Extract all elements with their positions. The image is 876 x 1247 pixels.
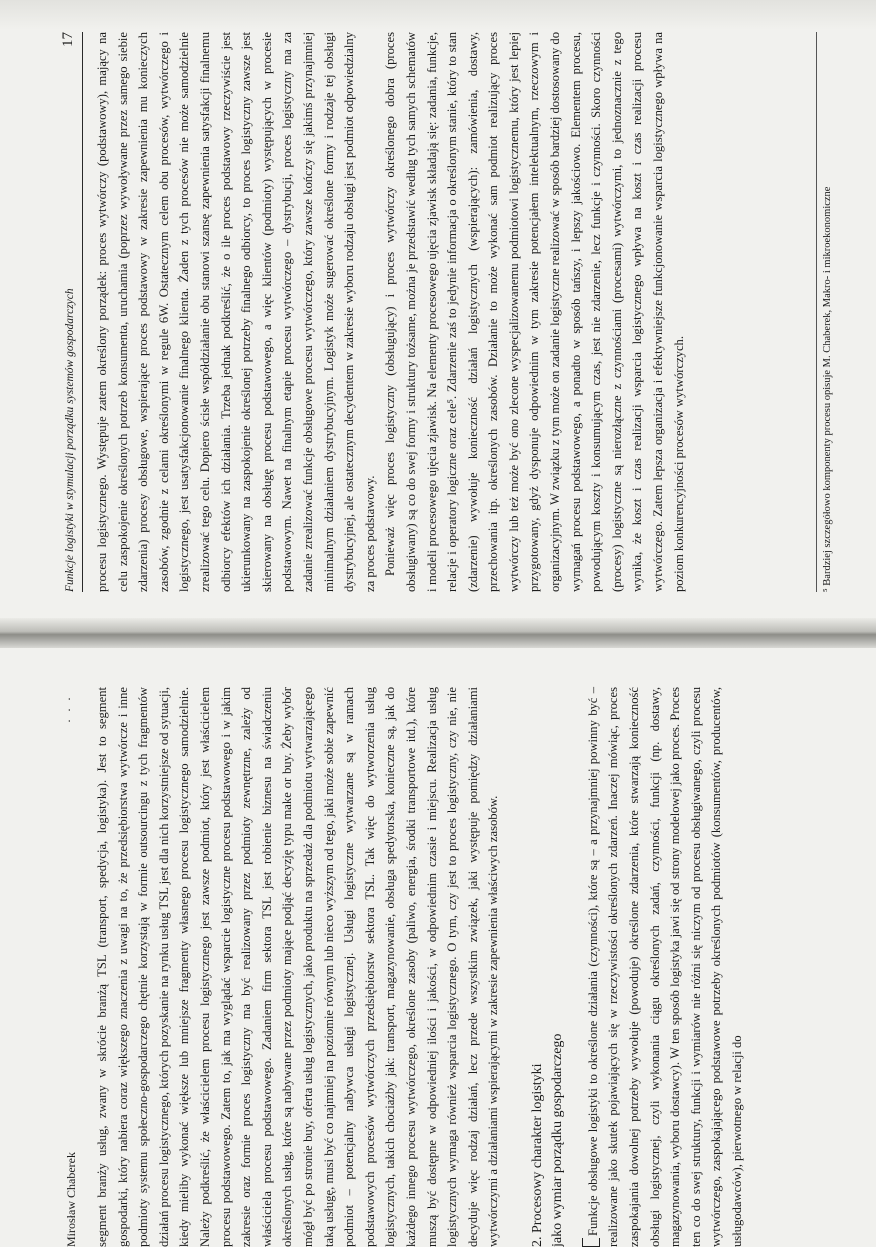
bottom-page-body: [92, 687, 748, 1247]
top-page: [0, 20, 876, 618]
top-paragraph-1: procesu logistycznego. Występuje zatem określony porządek: proces wytwórczy (podstawowy), mający na celu zaspokojenie określonych potrzeb konsumenta, uruchamia (poprzez wywoływane przez samego siebie zdarzenia) procesy obsługowe, wspierające proces podstawowy w zakresie zapewnienia mu konieczych zasobów, zgodnie z celami określonymi w regule 6W. Ostatecznym celem obu procesów, wytwórczego i logistycznego, jest usatysfakcjonowanie finalnego klienta. Żaden z tych procesów nie może samodzielnie zrealizować tego celu. Dopiero ścisłe współdziałanie obu stanowi szansę zapewnienia satysfakcji finalnemu odbiorcy efektów ich działania. Trzeba jednak podkreślić, że o ile proces podstawowy rzeczywiście jest ukierunkowany na zaspokojenie określonej potrzeby finalnego odbiorcy, to proces logistyczny zawsze jest skierowany na obsługę procesu podstawowego, a więc klientów (podmioty) występujących w procesie podstawowym. Nawet na finalnym etapie procesu wytwórczego – dystrybucji, proces logistyczny ma za zadanie zrealizować funkcje obsługowe procesu wytwórczego, który zawsze kończy się jakimś przynajmniej minimalnym działaniem dystrybucyjnym. Logistyk może sugerować określone formy i rodzaje tej obsługi dystrybucyjnej, ale ostatecznym decydentem w zakresie wyboru rodzaju obsługi jest podmiot odpowiedzialny za proces podstawowy.: [95, 32, 377, 592]
section-heading-line-2: jako wymiar porządku gospodarczego: [549, 1033, 565, 1247]
top-page-body: [92, 32, 689, 592]
handwritten-bracket-mark: [582, 1238, 600, 1247]
top-page-number: 17: [60, 32, 76, 47]
top-running-head-title: Funkcje logistyki w stymulacji porządku systemów gospodarczych: [64, 288, 76, 592]
top-footnote: ⁵ Bardziej szczegółowo komponenty procesu opisuje M. Chaberek, Makro- i mikroekonomiczne: [816, 32, 834, 592]
section-heading: [528, 687, 568, 1247]
bottom-paragraph-1: segment branży usług, zwany w skrócie branżą TSL (transport, spedycja, logistyka). Jest to segment gospodarki, który nabiera coraz większego znaczenia z uwagi na to, że przedsiębiorstwa wytwórcze i inne podmioty systemu społeczno-gospodarczego chętnie korzystają w formie outsourcingu z tych fragmentów działań procesu logistycznego, których pozyskanie na rynku usług TSL jest dla nich korzystniejsze od sytuacji, kiedy mieliby wykonać większe lub mniejsze fragmenty własnego procesu logistycznego samodzielnie. Należy podkreślić, że właścicielem procesu logistycznego jest zawsze podmiot, który jest właścicielem procesu podstawowego. Zatem to, jak ma wyglądać wsparcie logistyczne procesu podstawowego i w jakim zakresie oraz formie proces logistyczny ma być realizowany przez podmioty zewnętrzne, zależy od właściciela procesu podstawowego. Zadaniem firm sektora TSL jest robienie biznesu na świadczeniu określonych usług, które są nabywane przez podmioty mające podjąć decyzję typu make or buy. Żeby wybór mógł być po stronie buy, oferta usług logistycznych, jako produktu na sprzedaż dla podmiotu wytwarzającego taką usługę, musi być co najmniej na poziomie równym lub nieco wyższym od tego, jaki może sobie zapewnić podmiot – potencjalny nabywca usługi logistycznej. Usługi logistyczne wytwarzane są w ramach podstawowych procesów wytwórczych przedsiębiorstw sektora TSL. Tak więc do wytworzenia usług logistycznych, takich chociażby jak: transport, magazynowanie, obsługa spedytorska, konieczne są, jak do każdego innego procesu wytwórczego, określone zasoby (paliwo, energia, środki transportowe itd.), które muszą być dostępne w odpowiedniej ilości i jakości, w odpowiednim czasie i miejscu. Realizacja usług logistycznych wymaga również wsparcia logistycznego. O tym, czy jest to proces logistyczny, czy nie, nie decyduje więc rodzaj działań, lecz przede wszystkim związek, jaki występuje pomiędzy działaniami wytwórczymi a działaniami wspierającymi w zakresie zapewnienia właściwych zasobów.: [95, 687, 501, 1247]
bottom-page-rotated-frame: [60, 650, 860, 1247]
top-running-head: [60, 32, 83, 592]
top-page-rotated-frame: [60, 20, 860, 618]
bottom-running-head: [60, 687, 82, 1247]
section-heading-line-1: Procesowy charakter logistyki: [529, 1063, 545, 1233]
section-paragraph: Funkcje obsługowe logistyki to określone działania (czynności), które są – a przynajmniej powinny być – realizowane jako skutek pojawiających się w rzeczywistości określonych zdarzeń. Inaczej mówiąc, proces zaspokajania dowolnej potrzeby wywołuje (powoduje) określone zdarzenia, które stwarzają konieczność obsługi logistycznej, czyli wykonania ciągu określonych zadań, czynności, funkcji (np. dostawy, magazynowania, wyboru dostawcy). W ten sposób logistyka jawi się od strony modelowej jako proces. Proces ten co do swej struktury, funkcji i wymiarów nie różni się niczym od procesu obsługiwanego, czyli procesu wytwórczego, zaspokajającego podstawowe potrzeby określonych podmiotów (konsumentów, producentów, usługodawców), pierwotnego w relacji do: [585, 687, 745, 1247]
section-heading-number: 2.: [529, 1236, 545, 1247]
section-paragraph-wrap: [582, 687, 748, 1247]
bottom-page: [0, 650, 876, 1247]
bottom-running-head-mark: · · ·: [62, 695, 76, 723]
top-paragraph-2: Ponieważ więc proces logistyczny (obsługujący) i proces wytwórczy określonego dobra (proces obsługiwany) są co do swej formy i struktury tożsame, można je przedstawić według tych samych schematów i modeli procesowego ujęcia zjawisk. Na elementy procesowego ujęcia zjawisk składają się: zadania, funkcje, relacje i operatory logiczne oraz cele⁵. Zdarzenie zaś to jedynie informacja o określonym stanie, który to stan (zdarzenie) wywołuje konieczność działań logistycznych (wspierających): zamówienia, dostawy, przechowania itp. określonych zasobów. Działanie to może wykonać sam podmiot realizujący proces wytwórczy lub też może być ono zlecone wyspecjalizowanemu podmiotowi logistycznemu, który jest lepiej przygotowany, gdyż dysponuje odpowiednim w tym zakresie potencjałem intelektualnym, rzeczowym i organizacyjnym. W związku z tym może on zadanie logistyczne realizować w sposób bardziej dostosowany do wymagań procesu podstawowego, a ponadto w sposób tańszy, i lepszy jakościowo. Elementem procesu, powodującym koszty i konsumującym czas, jest nie zdarzenie, lecz funkcje i czynności. Skoro czynności (procesy) logistyczne są nierozłączne z czynnościami (procesami) wytwórczymi, to jednoznacznie z tego wynika, że koszt i czas realizacji wsparcia logistycznego wpływa na koszt i czas realizacji procesu wytwórczego. Zatem lepsza organizacja i efektywniejsze funkcjonowanie wsparcia logistycznego wpływa na poziom konkurencyjności procesów wytwórczych.: [383, 32, 686, 592]
bottom-running-head-author: Mirosław Chaberek: [64, 1152, 78, 1247]
book-gutter: [0, 618, 876, 648]
